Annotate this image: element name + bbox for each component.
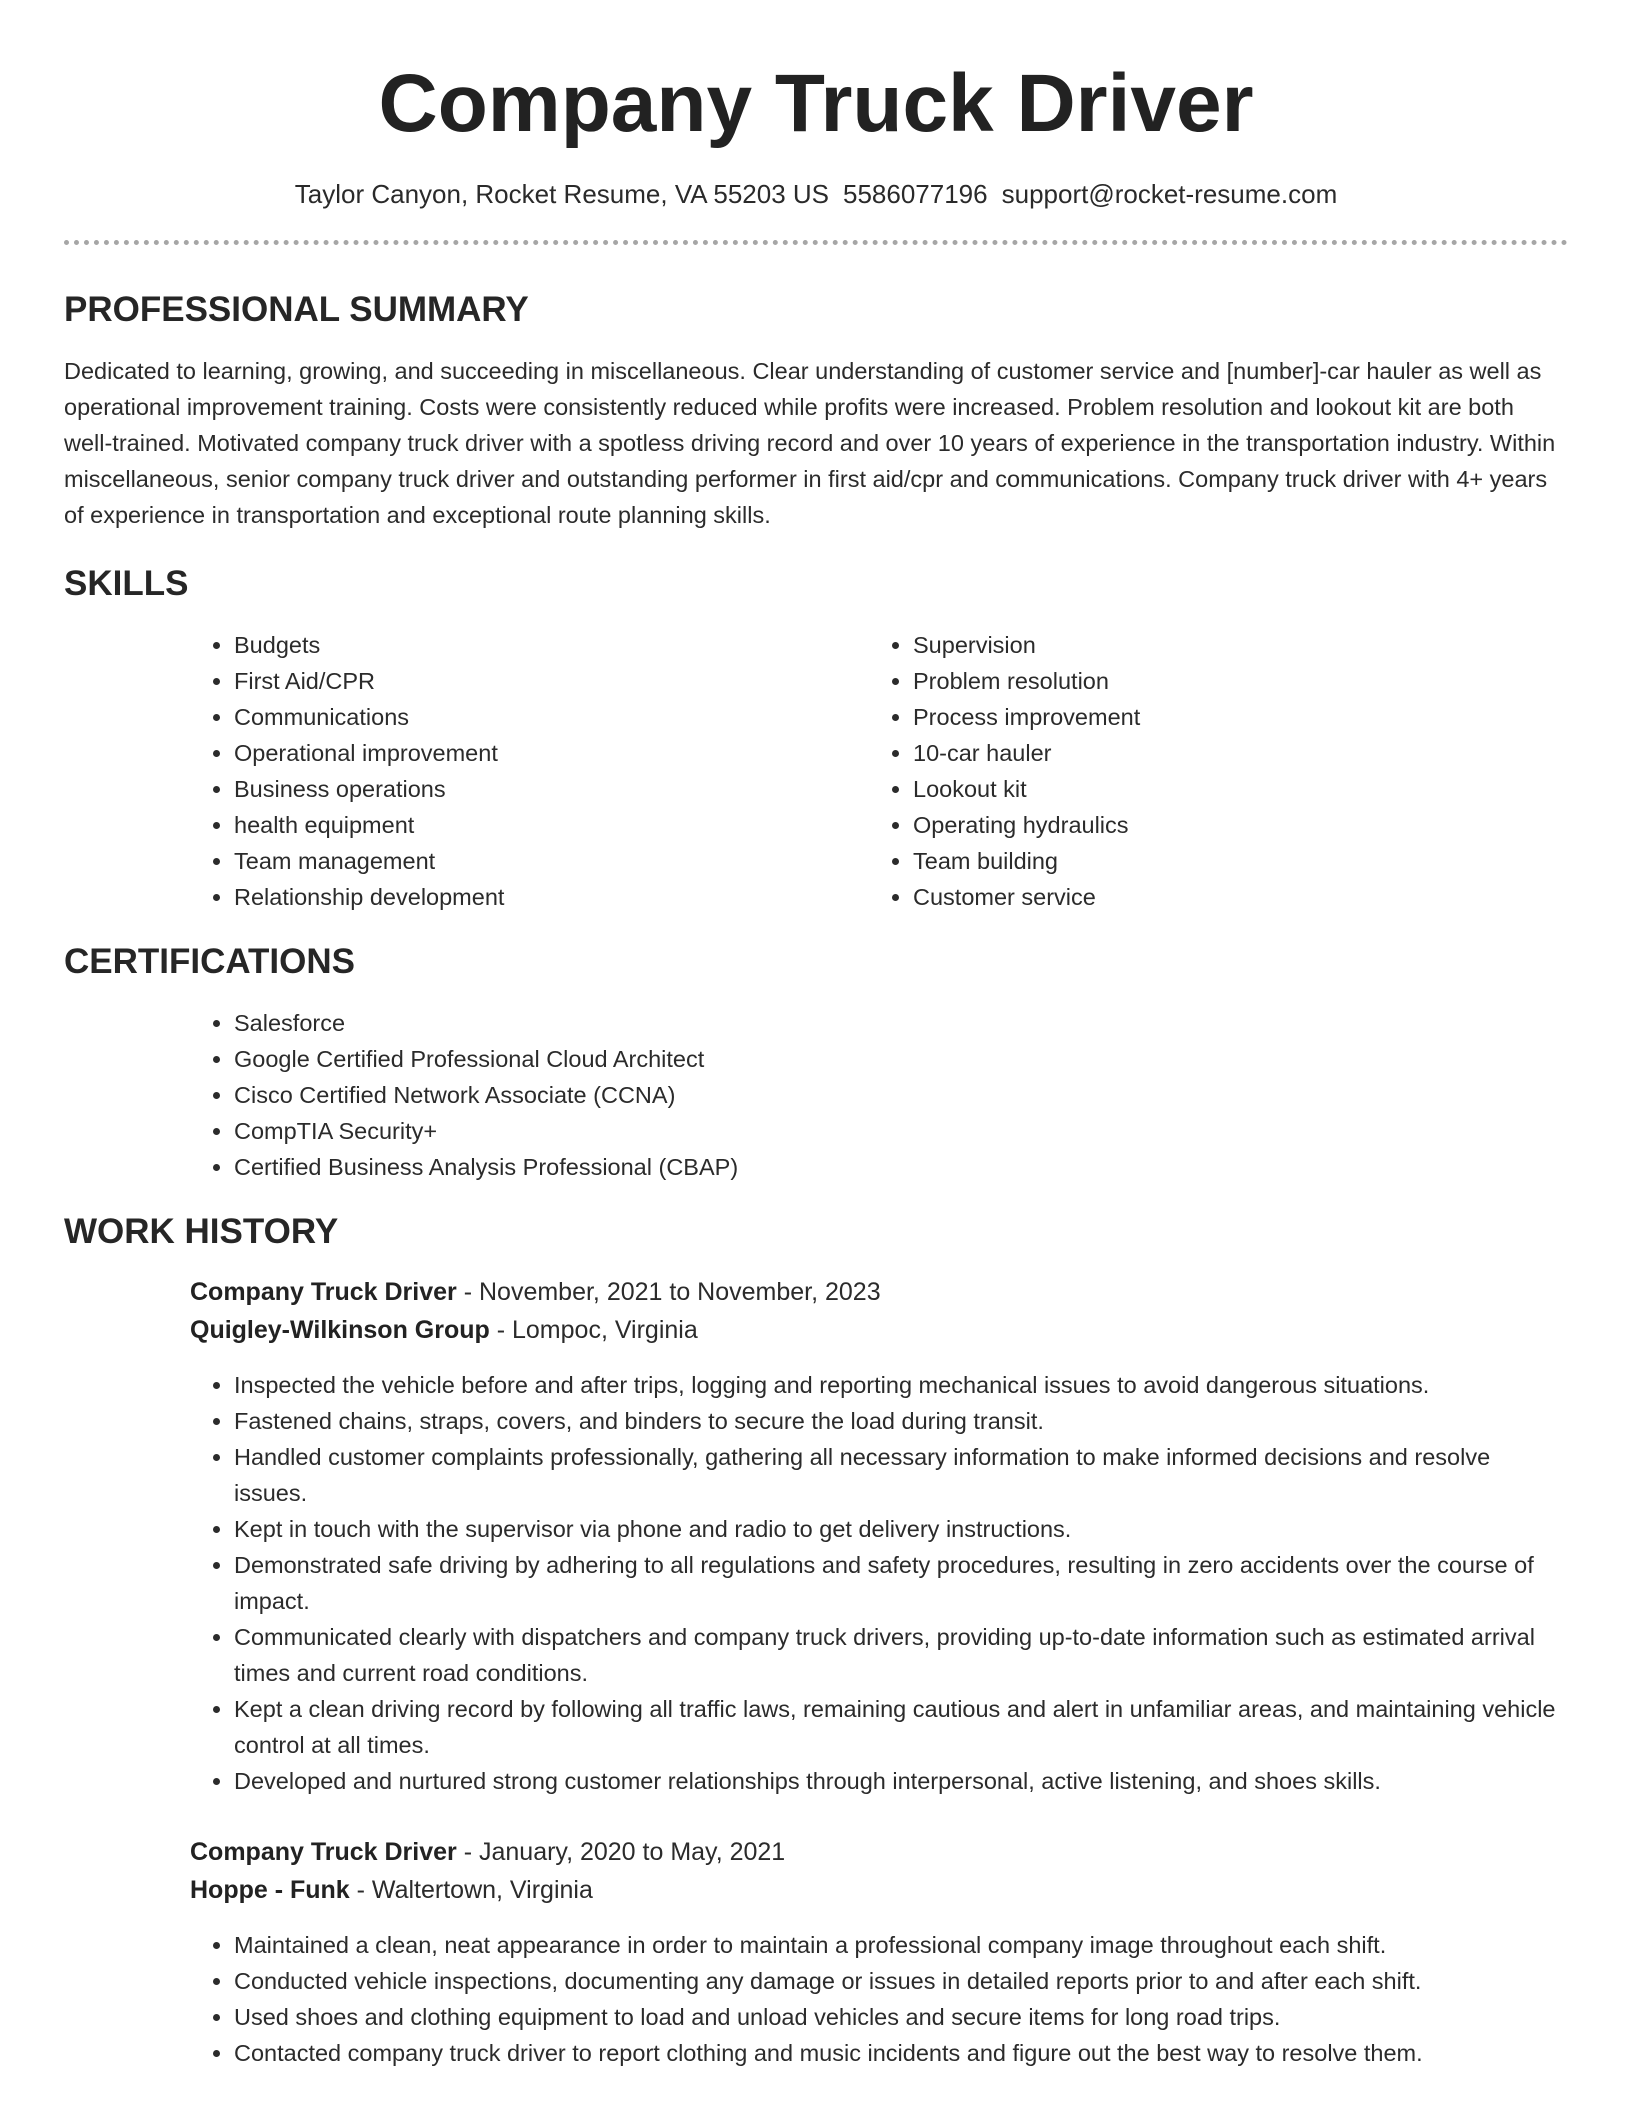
resume-page — [64, 0, 1568, 2071]
section-certifications — [64, 941, 1568, 1185]
job-role: Company Truck Driver — [190, 1838, 457, 1866]
skills-list-left — [190, 627, 869, 915]
list-item: • First Aid/CPR — [234, 663, 869, 699]
list-item: • Operational improvement — [234, 735, 869, 771]
section-work-history — [64, 1211, 1568, 2071]
contact-line — [64, 178, 1568, 210]
skills-list-right — [869, 627, 1548, 915]
list-item: • Certified Business Analysis Professional (CBAP) — [234, 1149, 1568, 1185]
list-item: • Developed and nurtured strong customer relationships through interpersonal, active listening, and shoes skills. — [234, 1763, 1568, 1799]
section-title-summary: PROFESSIONAL SUMMARY — [64, 290, 529, 329]
job-company: Quigley-Wilkinson Group — [190, 1316, 490, 1344]
section-skills — [64, 563, 1568, 915]
job-entry — [190, 1273, 1568, 1799]
list-item: • Budgets — [234, 627, 869, 663]
list-item: • Lookout kit — [913, 771, 1548, 807]
section-professional-summary — [64, 289, 1568, 533]
list-item: • Conducted vehicle inspections, documenting any damage or issues in detailed reports prior to and after each shift. — [234, 1963, 1568, 1999]
list-item: • Maintained a clean, neat appearance in order to maintain a professional company image throughout each shift. — [234, 1927, 1568, 1963]
section-title-work-history: WORK HISTORY — [64, 1212, 339, 1251]
list-item: • Salesforce — [234, 1005, 1568, 1041]
job-bullets — [190, 1927, 1568, 2071]
list-item: • Inspected the vehicle before and after trips, logging and reporting mechanical issues to avoid dangerous situations. — [234, 1367, 1568, 1403]
job-company: Hoppe - Funk — [190, 1876, 350, 1904]
job-company-line — [190, 1871, 1568, 1909]
skills-column-right — [869, 627, 1548, 915]
contact-email: support@rocket-resume.com — [1001, 179, 1338, 209]
certifications-list — [190, 1005, 1568, 1185]
list-item: • Kept in touch with the supervisor via phone and radio to get delivery instructions. — [234, 1511, 1568, 1547]
list-item: • Relationship development — [234, 879, 869, 915]
list-item: • Communicated clearly with dispatchers and company truck drivers, providing up-to-date information such as estimated arrival times and current road conditions. — [234, 1619, 1568, 1691]
job-location: - Lompoc, Virginia — [489, 1316, 698, 1344]
contact-phone: 5586077196 — [843, 179, 988, 209]
list-item: • health equipment — [234, 807, 869, 843]
list-item: • Communications — [234, 699, 869, 735]
skills-grid — [190, 627, 1568, 915]
job-title-line — [190, 1273, 1568, 1311]
list-item: • Fastened chains, straps, covers, and binders to secure the load during transit. — [234, 1403, 1568, 1439]
list-item: • Google Certified Professional Cloud Architect — [234, 1041, 1568, 1077]
job-title-line — [190, 1833, 1568, 1871]
list-item: • Cisco Certified Network Associate (CCNA) — [234, 1077, 1568, 1113]
list-item: • 10-car hauler — [913, 735, 1548, 771]
job-company-line — [190, 1311, 1568, 1349]
list-item: • Supervision — [913, 627, 1548, 663]
list-item: • Problem resolution — [913, 663, 1548, 699]
list-item: • Business operations — [234, 771, 869, 807]
list-item: • Demonstrated safe driving by adhering to all regulations and safety procedures, resulting in zero accidents over the course of impact. — [234, 1547, 1568, 1619]
list-item: • Kept a clean driving record by following all traffic laws, remaining cautious and alert in unfamiliar areas, and maintaining vehicle control at all times. — [234, 1691, 1568, 1763]
summary-text: Dedicated to learning, growing, and succeeding in miscellaneous. Clear understanding of customer service and [number]-car hauler as well as operational improvement training. Costs were consistently reduced while profits were increased. Problem resolution and lookout kit are both well-trained. Motivated company truck driver with a spotless driving record and over 10 years of experience in the transportation industry. Within miscellaneous, senior company truck driver and outstanding performer in first aid/cpr and communications. Company truck driver with 4+ years of experience in transportation and exceptional route planning skills. — [64, 358, 1556, 528]
list-item: • Handled customer complaints professionally, gathering all necessary information to make informed decisions and resolve issues. — [234, 1439, 1568, 1511]
list-item: • CompTIA Security+ — [234, 1113, 1568, 1149]
resume-name: Company Truck Driver — [378, 58, 1254, 149]
job-dates: - November, 2021 to November, 2023 — [456, 1278, 881, 1306]
job-role: Company Truck Driver — [190, 1278, 457, 1306]
list-item: • Operating hydraulics — [913, 807, 1548, 843]
contact-address: Taylor Canyon, Rocket Resume, VA 55203 US — [294, 179, 829, 209]
header-divider — [64, 240, 1568, 245]
section-title-certifications: CERTIFICATIONS — [64, 942, 356, 981]
job-dates: - January, 2020 to May, 2021 — [456, 1838, 786, 1866]
job-entry — [190, 1833, 1568, 2071]
list-item: • Process improvement — [913, 699, 1548, 735]
list-item: • Customer service — [913, 879, 1548, 915]
section-title-skills: SKILLS — [64, 564, 189, 603]
list-item: • Team management — [234, 843, 869, 879]
list-item: • Team building — [913, 843, 1548, 879]
job-bullets — [190, 1367, 1568, 1799]
list-item: • Contacted company truck driver to report clothing and music incidents and figure out the best way to resolve them. — [234, 2035, 1568, 2071]
job-location: - Waltertown, Virginia — [349, 1876, 593, 1904]
skills-column-left — [190, 627, 869, 915]
list-item: • Used shoes and clothing equipment to load and unload vehicles and secure items for long road trips. — [234, 1999, 1568, 2035]
